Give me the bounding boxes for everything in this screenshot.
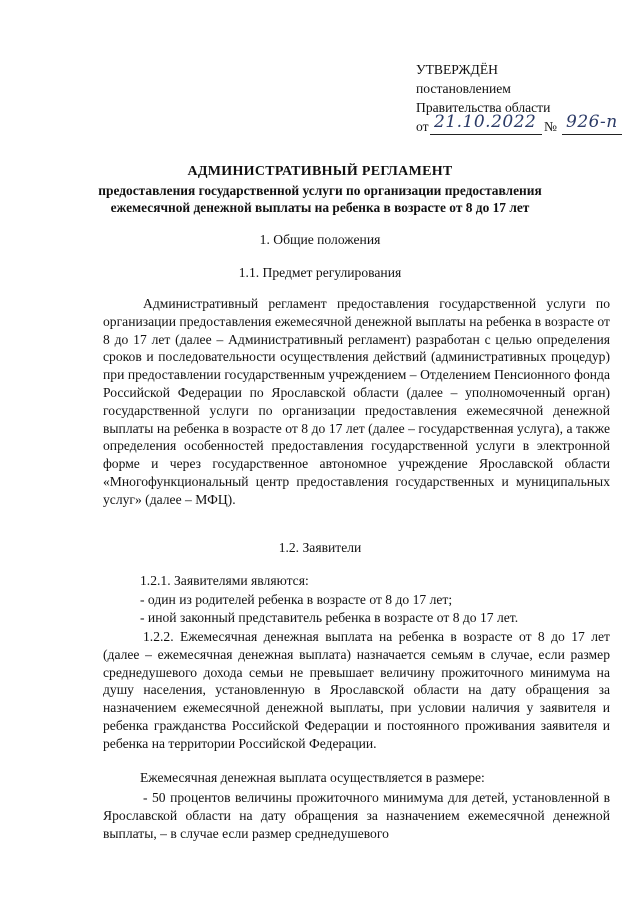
approved-label: УТВЕРЖДЁН	[416, 62, 498, 77]
government-label: Правительства области	[416, 100, 551, 115]
amount-50-percent: - 50 процентов величины прожиточного минимума для детей, установленной в Ярославской области на дату обращения за назначением ежемесячной денежной выплаты, – в случае если размер среднедушевого	[103, 790, 610, 841]
document-title: АДМИНИСТРАТИВНЫЙ РЕГЛАМЕНТ	[187, 164, 453, 179]
bullet-parent: - один из родителей ребенка в возрасте от 8 до 17 лет;	[140, 592, 453, 607]
item-1-2-2: 1.2.2. Ежемесячная денежная выплата на ребенка в возрасте от 8 до 17 лет (далее – ежемесячная денежная выплата) назначается семьям в случае, если размер среднедушевого дохода семьи не превышает величину прожиточного минимума на душу населения, установленную в Ярославской области на дату обращения за назначением ежемесячной денежной выплаты, при условии наличия у заявителя и ребенка гражданства Российской Федерации и постоянного проживания заявителя и ребенка на территории Российской Федерации.	[103, 629, 610, 751]
number-label: №	[544, 119, 557, 134]
document-subtitle-line1: предоставления государственной услуги по организации предоставления	[98, 183, 542, 198]
subsection-heading-applicants: 1.2. Заявители	[278, 540, 362, 555]
section-heading-general: 1. Общие положения	[259, 232, 381, 247]
date-number-row	[416, 112, 626, 139]
number-underline	[562, 134, 622, 135]
approval-block	[416, 60, 626, 139]
date-underline	[430, 134, 542, 135]
document-subtitle-line2: ежемесячной денежной выплаты на ребенка в возрасте от 8 до 17 лет	[110, 200, 530, 215]
amount-intro: Ежемесячная денежная выплата осуществляется в размере:	[140, 770, 485, 785]
bullet-legal-representative: - иной законный представитель ребенка в возрасте от 8 до 17 лет.	[140, 610, 519, 625]
decree-label: постановлением	[416, 81, 511, 96]
item-1-2-1: 1.2.1. Заявителями являются:	[140, 573, 309, 588]
from-label: от	[416, 119, 429, 134]
handwritten-number: 926-п	[566, 112, 618, 132]
paragraph-subject: Административный регламент предоставления государственной услуги по организации предоставления ежемесячной денежной выплаты на ребенка в возрасте от 8 до 17 лет (далее – Административный регламент) разработан с целью определения сроков и последовательности осуществления действий (административных процедур) при предоставлении государственным учреждением – Отделением Пенсионного фонда Российской Федерации по Ярославской области (далее – уполномоченный орган) государственной услуги по организации предоставления ежемесячной денежной выплаты на ребенка в возрасте от 8 до 17 лет (далее – государственная услуга), а также определения особенностей предоставления государственной услуги в электронной форме и через государственное автономное учреждение Ярославской области «Многофункциональный центр предоставления государственных и муниципальных услуг» (далее – МФЦ).	[103, 296, 610, 507]
subsection-heading-subject: 1.1. Предмет регулирования	[238, 265, 402, 280]
handwritten-date: 21.10.2022	[434, 112, 537, 132]
